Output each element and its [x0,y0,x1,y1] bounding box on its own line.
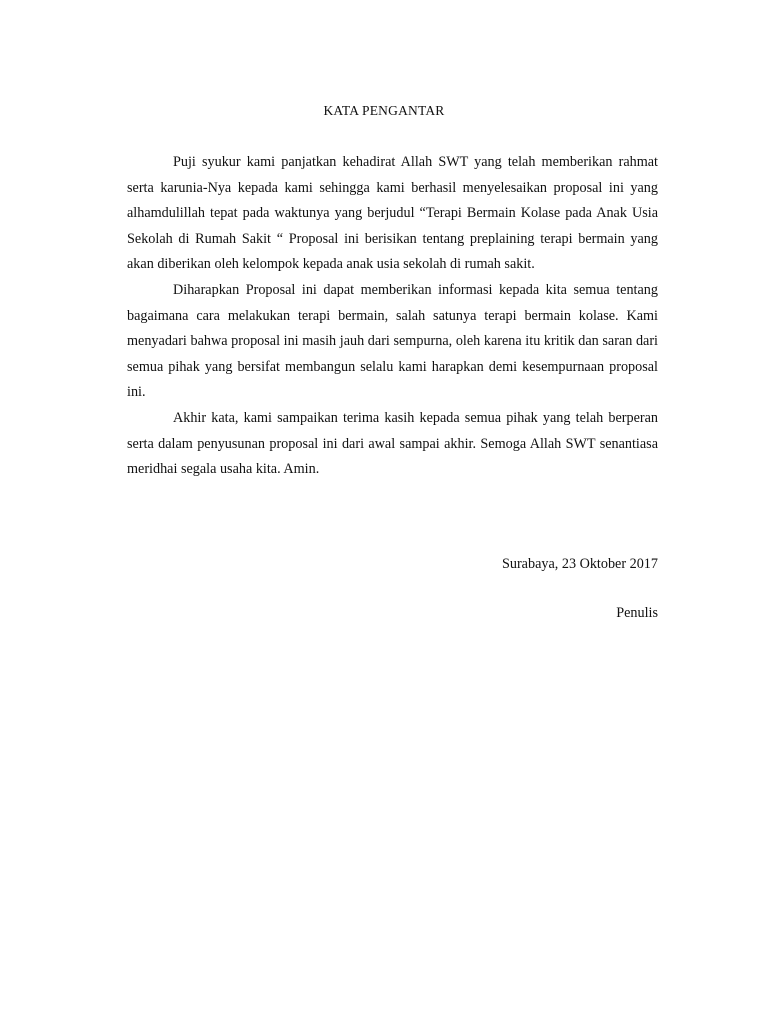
paragraph-1: Puji syukur kami panjatkan kehadirat Allah SWT yang telah memberikan rahmat serta karunia-Nya kepada kami sehingga kami berhasil menyelesaikan proposal ini yang alhamdulillah tepat pada waktunya yang berjudul “Terapi Bermain Kolase pada Anak Usia Sekolah di Rumah Sakit “ Proposal ini berisikan tentang preplaining terapi bermain yang akan diberikan oleh kelompok kepada anak usia sekolah di rumah sakit. [127,154,658,273]
place-date: Surabaya, 23 Oktober 2017 [501,556,658,572]
page-title: KATA PENGANTAR [323,103,445,118]
author-signature: Penulis [616,605,658,621]
paragraph-3: Akhir kata, kami sampaikan terima kasih kepada semua pihak yang telah berperan serta dalam penyusunan proposal ini dari awal sampai akhir. Semoga Allah SWT senantiasa meridhai segala usaha kita. Amin. [127,409,658,478]
document-body [127,150,658,483]
paragraph-2: Diharapkan Proposal ini dapat memberikan informasi kepada kita semua tentang bagaimana cara melakukan terapi bermain, salah satunya terapi bermain kolase. Kami menyadari bahwa proposal ini masih jauh dari sempurna, oleh karena itu kritik dan saran dari semua pihak yang bersifat membangun selalu kami harapkan demi kesempurnaan proposal ini. [127,281,658,401]
